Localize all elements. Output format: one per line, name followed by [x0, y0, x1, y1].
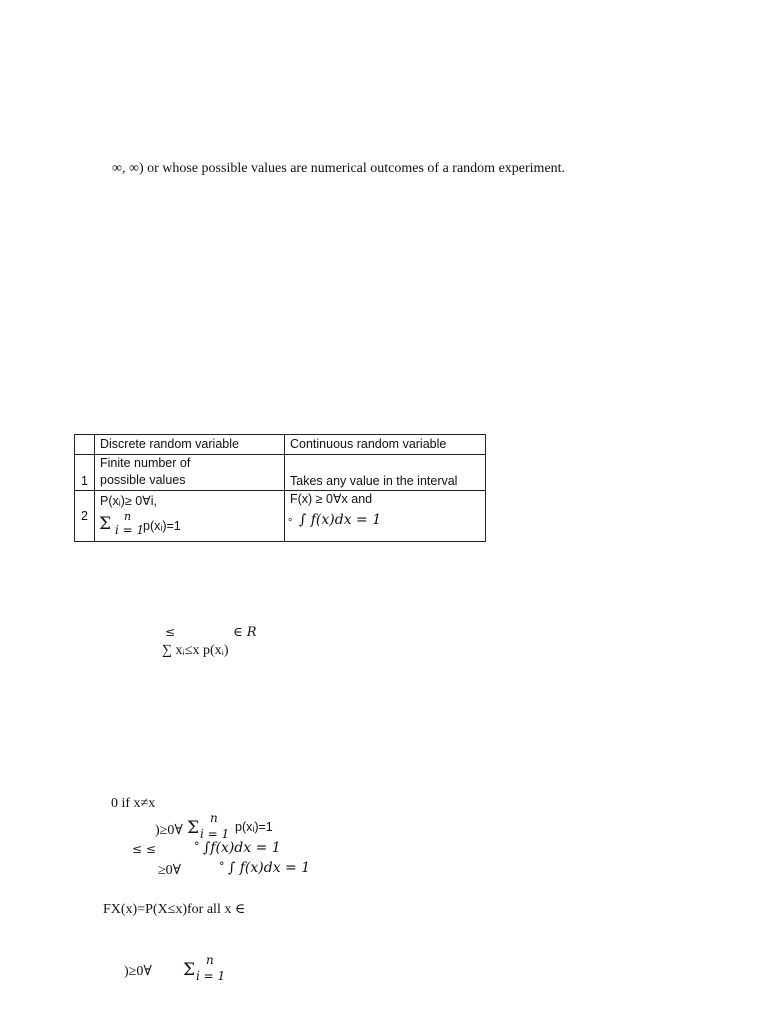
pmf-condition-prefix: )≥0∀: [155, 823, 183, 838]
cell-line: possible values: [100, 473, 186, 487]
sum-upper-limit: n: [210, 811, 218, 825]
cell-line: Finite number of: [100, 456, 191, 470]
leq-symbols: ≤ ≤: [132, 842, 156, 856]
sum-lower-limit: i = 1: [196, 969, 226, 983]
continuous-condition: F(x) ≥ 0∀x and: [290, 492, 373, 506]
degree-symbol: °: [194, 840, 200, 853]
in-real-expression: ∈ R: [233, 625, 257, 640]
sum-upper-limit: n: [206, 953, 214, 967]
cell-continuous-values: Takes any value in the interval: [285, 455, 486, 491]
zero-condition-text: 0 if x≠x: [111, 796, 156, 811]
cell-discrete-values: [95, 455, 285, 491]
sigma-symbol: Σ: [187, 818, 200, 838]
header-cell-index: [75, 435, 95, 455]
table-row: [75, 455, 486, 491]
integral-expression: ∫ f(x)dx = 1: [228, 860, 311, 876]
discrete-condition: P(xᵢ)≥ 0∀i,: [100, 494, 157, 508]
table-header-row: [75, 435, 486, 455]
sigma-symbol: Σ: [183, 960, 196, 980]
degree-symbol: °: [219, 860, 225, 873]
sum-result: p(xᵢ)=1: [143, 519, 181, 533]
comparison-table: [74, 434, 486, 542]
intro-text: ∞, ∞) or whose possible values are numerical outcomes of a random experiment.: [112, 161, 566, 176]
header-cell-continuous: Continuous random variable: [285, 435, 486, 455]
leq-symbol: ≤: [165, 625, 176, 639]
sigma-symbol: Σ: [99, 514, 112, 534]
header-cell-discrete: Discrete random variable: [95, 435, 285, 455]
cell-content: [95, 491, 284, 541]
pmf-sum-result: p(xᵢ)=1: [235, 820, 273, 834]
sum-lower-limit: i = 1: [200, 827, 230, 841]
pdf-condition-prefix: ≥0∀: [158, 863, 182, 878]
row-number: 2: [75, 491, 95, 542]
row-number: 1: [75, 455, 95, 491]
sum-lower-limit: i = 1: [115, 523, 145, 537]
cdf-definition-text: FX(x)=P(X≤x)for all x ∈: [103, 902, 246, 917]
cell-continuous-density: [285, 491, 486, 542]
pmf-condition-prefix: )≥0∀: [124, 964, 152, 979]
cell-content: [285, 491, 485, 541]
cell-discrete-probability: [95, 491, 285, 542]
degree-symbol: °: [288, 517, 293, 529]
integral-expression: ∫ f(x)dx = 1: [299, 512, 382, 528]
cdf-sum-expression: ∑ xᵢ≤x p(xᵢ): [162, 643, 229, 658]
table-row: [75, 491, 486, 542]
sum-upper-limit: n: [124, 510, 132, 523]
integral-expression: ∫f(x)dx = 1: [203, 840, 281, 856]
